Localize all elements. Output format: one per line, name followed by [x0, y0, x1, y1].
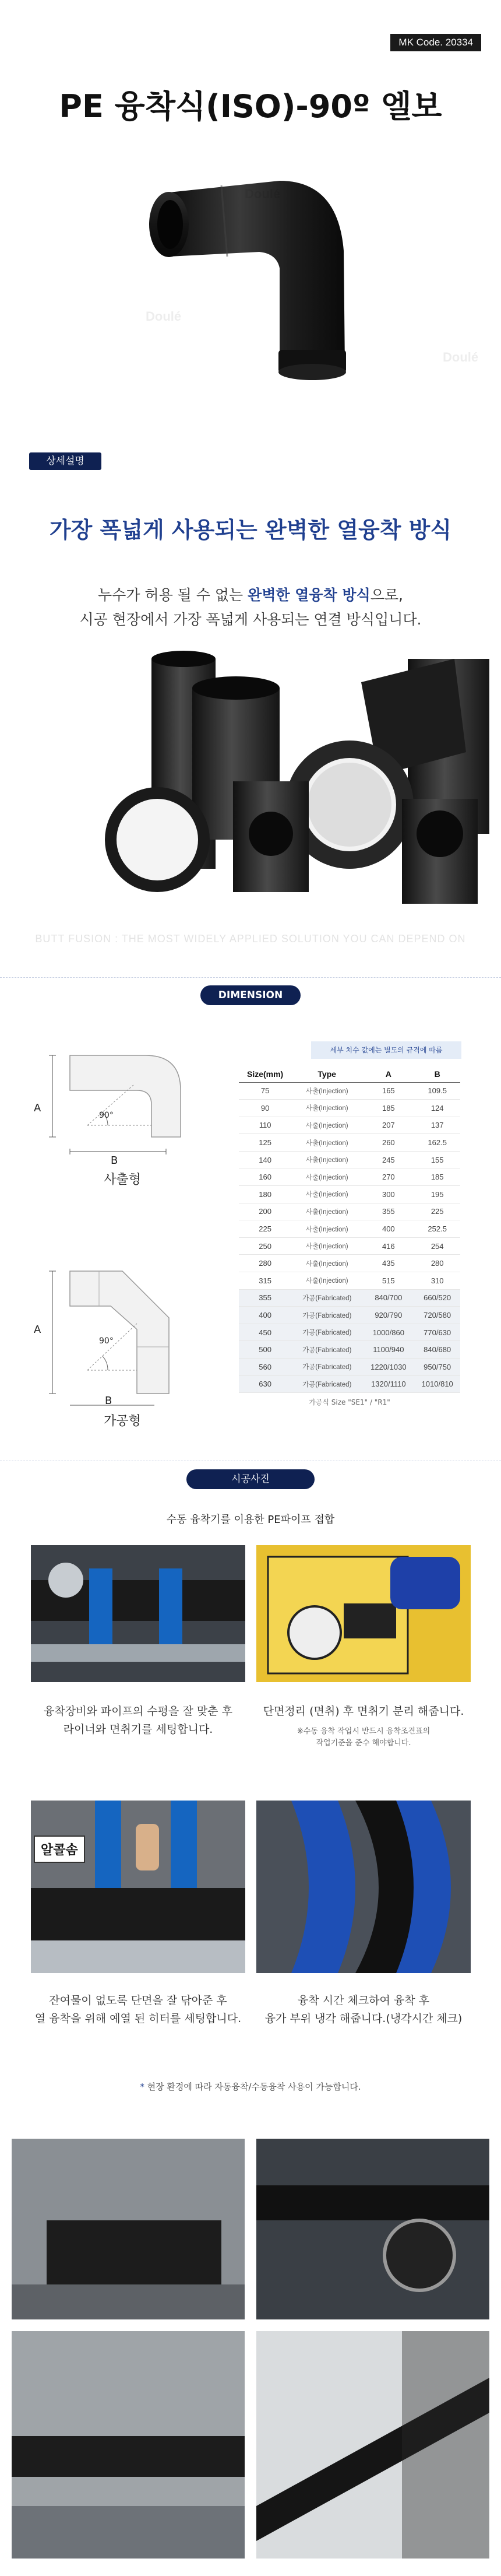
cell-a: 1220/1030 — [362, 1359, 414, 1376]
cell-b: 252.5 — [414, 1220, 460, 1238]
table-row — [239, 1375, 460, 1393]
cell-a: 270 — [362, 1168, 414, 1186]
step1-line1: 융착장비와 파이프의 수평을 잘 맞춘 후 — [44, 1705, 232, 1718]
dimension-badge: DIMENSION — [200, 985, 301, 1005]
detail-badge: 상세설명 — [29, 452, 101, 470]
cell-a: 165 — [362, 1082, 414, 1100]
dim-a-label-2: A — [34, 1324, 41, 1336]
cell-a: 245 — [362, 1151, 414, 1168]
cell-type: 사출(Injection) — [291, 1168, 362, 1186]
table-footer: 가공식 Size "SE1" / "R1" — [309, 1398, 390, 1406]
table-row — [239, 1341, 460, 1359]
table-row — [239, 1324, 460, 1341]
cell-b: 770/630 — [414, 1324, 460, 1341]
site-photo-1 — [12, 2139, 245, 2319]
intro-post: 으로, — [370, 587, 403, 603]
table-row — [239, 1082, 460, 1100]
table-row — [239, 1220, 460, 1238]
cell-type: 사출(Injection) — [291, 1220, 362, 1238]
cell-a: 185 — [362, 1100, 414, 1117]
cell-type: 사출(Injection) — [291, 1203, 362, 1220]
cell-b: 1010/810 — [414, 1375, 460, 1393]
cell-a: 207 — [362, 1117, 414, 1134]
cell-size: 200 — [239, 1203, 291, 1220]
cell-size: 500 — [239, 1341, 291, 1359]
cell-a: 416 — [362, 1237, 414, 1255]
cell-type: 사출(Injection) — [291, 1272, 362, 1290]
watermark: Doulé — [245, 187, 281, 201]
step1-line2: 라이너와 면취기를 세팅합니다. — [63, 1723, 213, 1736]
page-title: PE 융착식(ISO)-90º 엘보 — [59, 88, 442, 125]
cell-b: 185 — [414, 1168, 460, 1186]
table-row — [239, 1186, 460, 1203]
step4-line2: 융가 부위 냉각 해줍니다.(냉각시간 체크) — [264, 2012, 463, 2025]
cell-b: 950/750 — [414, 1359, 460, 1376]
site-photo-2 — [256, 2139, 489, 2319]
cell-size: 630 — [239, 1375, 291, 1393]
fabricated-elbow-diagram — [35, 1259, 186, 1411]
cell-type: 가공(Fabricated) — [291, 1375, 362, 1393]
step3-line2: 열 융착을 위해 예열 된 히터를 세팅합니다. — [34, 2012, 242, 2025]
cell-b: 660/520 — [414, 1289, 460, 1307]
dim-a-label: A — [34, 1102, 41, 1114]
cell-type: 사출(Injection) — [291, 1151, 362, 1168]
cell-size: 160 — [239, 1168, 291, 1186]
cell-size: 110 — [239, 1117, 291, 1134]
install-badge: 시공사진 — [186, 1469, 315, 1489]
step2-caption — [256, 1703, 471, 1721]
step2-line1: 단면정리 (면취) 후 면취기 분리 해줍니다. — [263, 1705, 464, 1718]
install-footnote — [0, 2080, 501, 2093]
col-type: Type — [291, 1066, 362, 1082]
cell-a: 840/700 — [362, 1289, 414, 1307]
cell-type: 가공(Fabricated) — [291, 1289, 362, 1307]
step3-caption — [31, 1992, 245, 2028]
cell-b: 195 — [414, 1186, 460, 1203]
cell-a: 515 — [362, 1272, 414, 1290]
cell-type: 사출(Injection) — [291, 1117, 362, 1134]
cell-b: 280 — [414, 1255, 460, 1272]
cell-type: 가공(Fabricated) — [291, 1307, 362, 1324]
col-a: A — [362, 1066, 414, 1082]
cell-a: 1000/860 — [362, 1324, 414, 1341]
col-size: Size(mm) — [239, 1066, 291, 1082]
cell-type: 가공(Fabricated) — [291, 1359, 362, 1376]
cell-type: 가공(Fabricated) — [291, 1341, 362, 1359]
injection-elbow-diagram — [35, 1050, 186, 1166]
cell-a: 920/790 — [362, 1307, 414, 1324]
cell-type: 사출(Injection) — [291, 1134, 362, 1152]
cell-size: 250 — [239, 1237, 291, 1255]
cell-size: 125 — [239, 1134, 291, 1152]
site-photo-4 — [256, 2331, 489, 2559]
cell-a: 260 — [362, 1134, 414, 1152]
intro-line2: 시공 현장에서 가장 폭넓게 사용되는 연결 방식입니다. — [79, 611, 422, 628]
cell-type: 사출(Injection) — [291, 1082, 362, 1100]
intro-bold: 완벽한 열융착 방식 — [248, 587, 371, 603]
watermark: Doulé — [146, 309, 182, 324]
cell-b: 254 — [414, 1237, 460, 1255]
cell-size: 180 — [239, 1186, 291, 1203]
fabricated-label: 가공형 — [104, 1414, 141, 1429]
table-note: 세부 치수 값에는 별도의 규격에 따름 — [311, 1041, 461, 1059]
dim-b-label-2: B — [105, 1395, 112, 1407]
dim-b-label: B — [111, 1154, 118, 1167]
install-photo-4 — [256, 1801, 471, 1973]
install-title: 수동 융착기를 이용한 PE파이프 접합 — [166, 1514, 335, 1526]
step3-tag: 알콜솜 — [34, 1836, 85, 1863]
cell-type: 사출(Injection) — [291, 1255, 362, 1272]
step4-caption — [256, 1992, 471, 2028]
slogan: BUTT FUSION : THE MOST WIDELY APPLIED SOLUTION YOU CAN DEPEND ON — [35, 933, 466, 945]
table-row — [239, 1151, 460, 1168]
table-row — [239, 1255, 460, 1272]
cell-type: 가공(Fabricated) — [291, 1324, 362, 1341]
cell-b: 124 — [414, 1100, 460, 1117]
cell-size: 90 — [239, 1100, 291, 1117]
cell-size: 75 — [239, 1082, 291, 1100]
table-row — [239, 1134, 460, 1152]
cell-a: 355 — [362, 1203, 414, 1220]
footnote-text: 현장 환경에 따라 자동융착/수동융착 사용이 가능합니다. — [144, 2082, 361, 2092]
watermark: Doulé — [443, 350, 479, 364]
footnote-star: * — [140, 2082, 144, 2092]
detail-headline: 가장 폭넓게 사용되는 완벽한 열융착 방식 — [49, 517, 452, 543]
cell-b: 720/580 — [414, 1307, 460, 1324]
dimension-table — [239, 1066, 460, 1393]
cell-type: 사출(Injection) — [291, 1186, 362, 1203]
col-b: B — [414, 1066, 460, 1082]
cell-b: 310 — [414, 1272, 460, 1290]
step3-line1: 잔여물이 없도록 단면을 잘 닦아준 후 — [49, 1994, 227, 2007]
table-row — [239, 1289, 460, 1307]
cell-a: 400 — [362, 1220, 414, 1238]
site-photo-3 — [12, 2331, 245, 2559]
table-row — [239, 1272, 460, 1290]
install-photo-1 — [31, 1545, 245, 1682]
install-photo-2 — [256, 1545, 471, 1682]
cell-type: 사출(Injection) — [291, 1100, 362, 1117]
cell-b: 137 — [414, 1117, 460, 1134]
detail-intro — [0, 583, 501, 632]
cell-size: 400 — [239, 1307, 291, 1324]
step2-note-line2: 작업기준을 준수 해야합니다. — [316, 1739, 411, 1747]
cell-b: 162.5 — [414, 1134, 460, 1152]
cell-a: 300 — [362, 1186, 414, 1203]
cell-a: 435 — [362, 1255, 414, 1272]
mk-code-badge: MK Code. 20334 — [390, 34, 481, 51]
cell-b: 155 — [414, 1151, 460, 1168]
divider — [0, 977, 501, 978]
step1-caption — [31, 1703, 245, 1739]
cell-b: 840/680 — [414, 1341, 460, 1359]
step2-note-line1: ※수동 융착 작업시 반드시 융착조견표의 — [297, 1727, 431, 1736]
cell-size: 140 — [239, 1151, 291, 1168]
angle-label-2: 90° — [99, 1336, 114, 1346]
intro-pre: 누수가 허용 될 수 없는 — [98, 587, 248, 603]
cell-size: 560 — [239, 1359, 291, 1376]
cell-a: 1100/940 — [362, 1341, 414, 1359]
install-photo-3 — [31, 1801, 245, 1973]
pipe-fittings-image — [0, 647, 501, 927]
cell-b: 109.5 — [414, 1082, 460, 1100]
step2-note — [256, 1726, 471, 1749]
cell-size: 280 — [239, 1255, 291, 1272]
cell-size: 225 — [239, 1220, 291, 1238]
cell-size: 315 — [239, 1272, 291, 1290]
table-row — [239, 1307, 460, 1324]
table-row — [239, 1203, 460, 1220]
angle-label: 90° — [99, 1111, 114, 1120]
injection-label: 사출형 — [104, 1173, 141, 1187]
cell-a: 1320/1110 — [362, 1375, 414, 1393]
cell-b: 225 — [414, 1203, 460, 1220]
cell-type: 사출(Injection) — [291, 1237, 362, 1255]
cell-size: 450 — [239, 1324, 291, 1341]
table-row — [239, 1237, 460, 1255]
table-row — [239, 1100, 460, 1117]
table-row — [239, 1168, 460, 1186]
table-row — [239, 1359, 460, 1376]
table-header-row — [239, 1066, 460, 1082]
step4-line1: 융착 시간 체크하여 융착 후 — [297, 1994, 430, 2007]
cell-size: 355 — [239, 1289, 291, 1307]
table-row — [239, 1117, 460, 1134]
